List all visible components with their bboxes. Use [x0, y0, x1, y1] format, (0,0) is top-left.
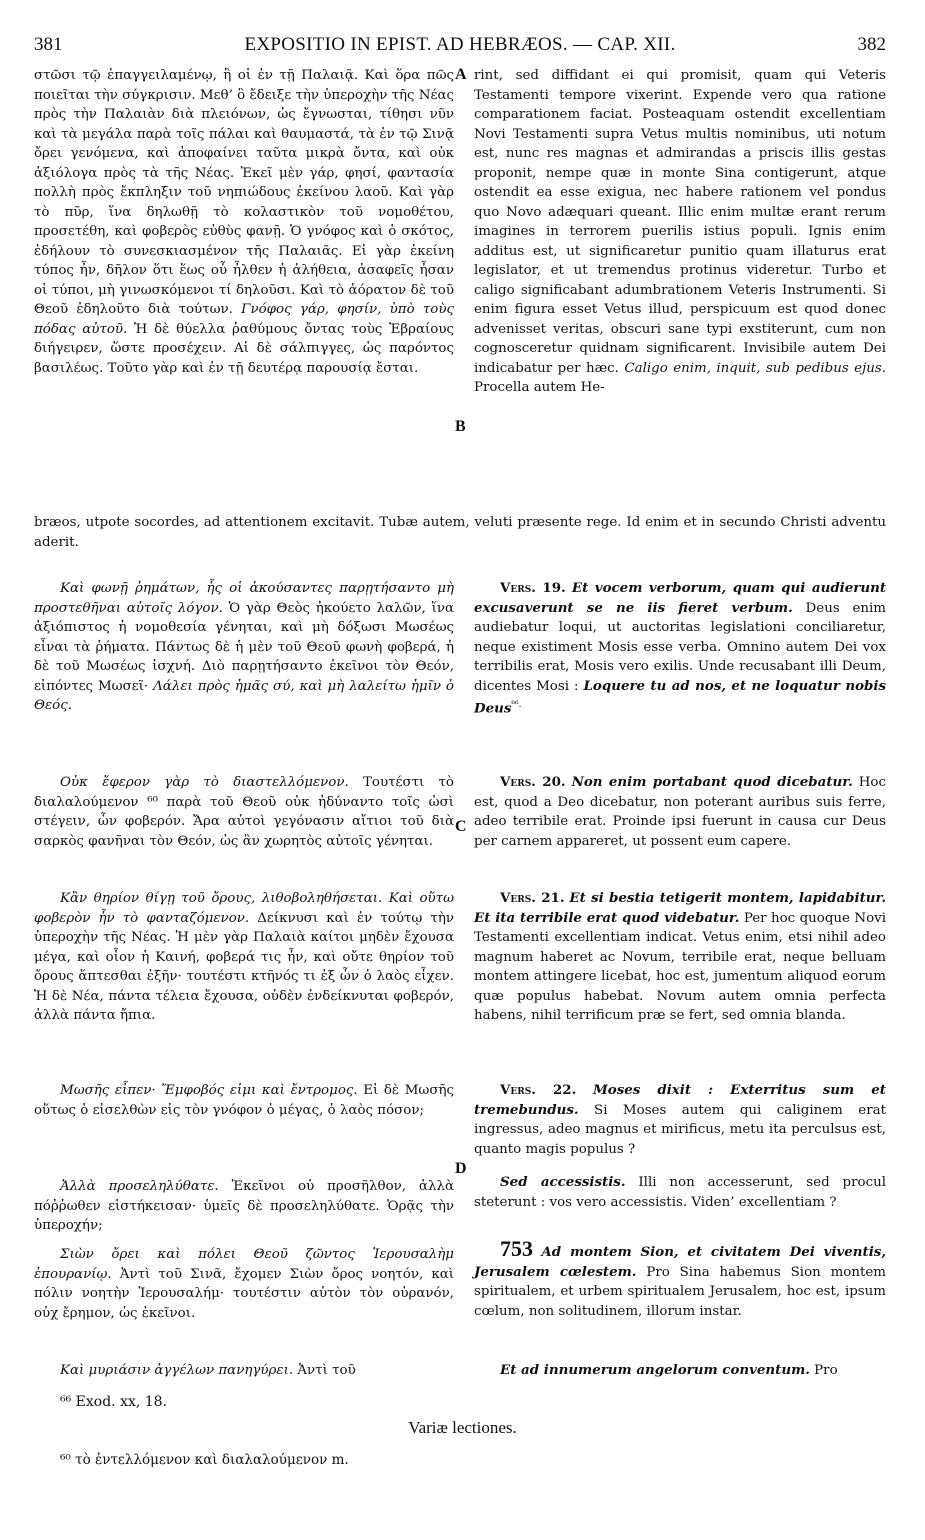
latin-lemma: Loquere tu ad nos, et ne loquatur nobis Deus	[474, 677, 886, 717]
greek-lemma: Οὐκ ἔφερον γὰρ τὸ διαστελλόμενον.	[60, 775, 349, 791]
latin-section-20	[474, 760, 886, 865]
greek-commentary: Εἰ δὲ Μωσῆς οὕτως ὁ εἰσελθὼν εἰς τὸν γνόφον ὁ μέγας, ὁ λαὸς πόσον;	[34, 1083, 454, 1118]
running-header	[34, 34, 886, 58]
latin-lemma: Sed accessistis.	[500, 1174, 626, 1191]
latin-lemma: Moses dixit : Exterritus sum et tremebundus.	[474, 1082, 886, 1118]
greek-section-20	[34, 760, 454, 865]
latin-section-angels	[474, 1348, 886, 1394]
margin-marker-b: B	[455, 418, 466, 435]
margin-marker-c: C	[455, 818, 467, 835]
latin-lemma: Caligo enim, inquit, sub pedibus ejus.	[624, 360, 886, 376]
greek-section-19	[34, 566, 454, 729]
greek-commentary: Ἐκεῖνοι οὐ προσῆλθον, ἀλλὰ πόῤῥωθεν εἱστήκεισαν· ὑμεῖς δὲ προσεληλύθατε. Ὁρᾷς τὴν ὑπεροχήν;	[34, 1179, 454, 1234]
full-width-continuation	[34, 513, 886, 552]
latin-commentary: Deus enim audiebatur loqui, ut auctoritas legislationi conciliaretur, neque existiment Mosis esse verba. Omnino autem Dei vox terribilis erat, Mosis vero exilis. Unde recusabant illi Deum, dicentes Mosi :	[474, 600, 886, 694]
latin-column-top	[474, 66, 886, 398]
running-title: EXPOSITIO IN EPIST. AD HEBRÆOS. — CAP. XII.	[244, 34, 676, 55]
latin-lemma: Ad montem Sion, et civitatem Dei viventis, Jerusalem cœlestem.	[474, 1244, 886, 1280]
greek-lemma: Μωσῆς εἶπεν· Ἔμφοβός εἰμι καὶ ἔντρομος.	[60, 1083, 358, 1099]
greek-lemma: Γνόφος γάρ, φησίν, ὑπὸ τοὺς πόδας αὐτοῦ.	[34, 302, 454, 337]
variae-lectiones-note: ⁶⁰ τὸ ἐντελλόμενον καὶ διαλαλούμενον m.	[60, 1452, 349, 1468]
page-number-left: 381	[34, 34, 63, 55]
margin-marker-a: A	[455, 66, 467, 83]
greek-column-top	[34, 66, 454, 378]
continuation-text: bræos, utpote socordes, ad attentionem excitavit. Tubæ autem, veluti præsente rege. Id enim et in secundo Christi adventu aderit.	[34, 515, 886, 550]
greek-commentary: Ὁ γὰρ Θεὸς ἠκούετο λαλῶν, ἵνα ἀξιόπιστος ἡ νομοθεσία γένηται, καὶ μὴ δόξωσι Μωσέως εἶναι τὰ ῥήματα. Πάντως δὲ ἡ μὲν τοῦ Θεοῦ φωνὴ φοβερά, ἡ δὲ τοῦ Μωσέως ἰσχνή. Διὸ παρῃτήσαντο ἐκεῖνοι τὸν Θεόν, εἰπόντες Μωσεῖ·	[34, 600, 455, 694]
greek-section-sion	[34, 1232, 454, 1337]
latin-section-21	[474, 876, 886, 1039]
greek-commentary: Ἀντὶ τοῦ Σινᾶ, ἔχομεν Σιὼν ὄρος νοητόν, καὶ πόλιν νοητὴν Ἱερουσαλήμ· τουτέστιν αὐτὸν τὸν οὐρανόν, οὐχ ἔρημον, ὡς ἐκεῖνοι.	[34, 1266, 454, 1321]
latin-section-accessistis	[474, 1160, 886, 1226]
latin-lemma: Et si bestia tetigerit montem, lapidabitur. Et ita terribile erat quod videbatur.	[474, 890, 886, 926]
verse-label: Vers. 21.	[500, 890, 565, 907]
greek-lemma: Κἂν θηρίον θίγῃ τοῦ ὄρους, λιθοβοληθήσεται. Καὶ οὕτω φοβερὸν ἦν τὸ φανταζόμενον.	[34, 891, 454, 926]
greek-commentary: Δείκνυσι καὶ ἐν τούτῳ τὴν ὑπεροχὴν τῆς Νέας. Ἡ μὲν γὰρ Παλαιὰ καίτοι μηδὲν ἔχουσα μέγα, καὶ οἷον ἡ Καινή, φοβερά τις ἦν, καὶ οὔτε θηρίον τοῦ ὄρους ἅπτεσθαι ἐξῆν· τουτέστι κτῆνός τι ἐξ ὧν ὁ λαὸς εἶχεν. Ἡ δὲ Νέα, πάντα τέλεια ἔχουσα, οὐδὲν ἐνδείκνυται φοβερόν, ἀλλὰ πάντα ἤπια.	[34, 910, 454, 1024]
latin-commentary: Illi non accesserunt, sed procul steterunt : vos vero accessistis. Viden’ excellentiam ?	[474, 1175, 886, 1210]
greek-commentary: Τουτέστι τὸ διαλαλούμενον ⁶⁰ παρὰ τοῦ Θεοῦ οὐκ ἠδύναντο τοῖς ὠσὶ στέγειν, ὧν φοβερόν. Ἄρα αὐτοὶ γεγόνασιν αἴτιοι τοῦ διὰ σαρκὸς φανῆναι τὸν Θεόν, ὡς ἂν χωρητὸς αὐτοῖς γένηται.	[34, 775, 454, 849]
latin-section-sion	[474, 1226, 886, 1335]
greek-lemma: Καὶ φωνῇ ῥημάτων, ἧς οἱ ἀκούσαντες παρῃτήσαντο μὴ προστεθῆναι αὐτοῖς λόγον.	[34, 581, 454, 616]
verse-label: Vers. 20.	[500, 774, 566, 791]
latin-commentary: Per hoc quoque Novi Testamenti excellentiam indicat. Vetus enim, etsi nihil adeo magnum haberet ac Novum, terribile erat, neque belluam montem attingere licebat, hoc est, jumentum aliquod eorum quæ populus habebat. Novum autem omnia perfecta habens, nihil terrificum præ se fert, sed omnia blanda.	[474, 910, 887, 1024]
latin-lemma: Non enim portabant quod dicebatur.	[571, 774, 853, 791]
column-number: 753	[500, 1236, 533, 1262]
greek-paragraph: Ἡ δὲ θύελλα ῥαθύμους ὄντας τοὺς Ἑβραίους διήγειρεν, ὥστε προσέχειν. Αἱ δὲ σάλπιγγες, ὡς παρόντος βασιλέως. Τοῦτο γὰρ καὶ ἐν τῇ δευτέρᾳ παρουσίᾳ ἔσται.	[34, 321, 454, 376]
footnote: ⁶⁶ Exod. xx, 18.	[60, 1394, 168, 1410]
latin-commentary: Pro	[814, 1363, 838, 1379]
greek-commentary: Ἀντὶ τοῦ	[297, 1363, 356, 1379]
verse-label: Vers. 19.	[500, 580, 566, 597]
greek-lemma: Καὶ μυριάσιν ἀγγέλων πανηγύρει.	[60, 1363, 294, 1379]
verse-label: Vers. 22.	[500, 1082, 577, 1099]
latin-paragraph: Procella autem He-	[474, 380, 605, 395]
variae-lectiones-title: Variæ lectiones.	[408, 1418, 517, 1437]
footnote-ref: ⁶⁶.	[511, 700, 522, 711]
latin-section-22	[474, 1068, 886, 1173]
page-number-right: 382	[857, 34, 886, 55]
margin-marker-d: D	[455, 1160, 467, 1177]
greek-section-21	[34, 876, 454, 1039]
greek-section-angels	[34, 1348, 454, 1394]
latin-commentary: Hoc est, quod a Deo dicebatur, non poterant auribus suis ferre, adeo terribile erat. Proinde ipsi fuerunt in causa cur Deus per carnem appareret, ut possent eum capere.	[474, 775, 886, 849]
latin-paragraph: rint, sed diffidant ei qui promisit, quam qui Veteris Testamenti tempore vixerint. Expende vero qua ratione comparationem faciat. Posteaquam ostendit excellentiam Novi Testamenti supra Vetus multis nominibus, uti notum est, nunc res magnas et admirandas a priscis illis gestas proponit, nempe quæ in monte Sina contigerunt, atque ostendit ea esse exigua, nec habere rationem vel pondus quo Novo adæquari queant. Illic enim multæ erant rerum imagines in terrorem puerilis istius populi. Ignis enim additus est, ut significaretur punitio quam illaturus erat legislator, et ut tremendus protinus videretur. Turbo et caligo significabant adumbrationem Veteris Instrumenti. Si enim figura esset Vetus illud, perspicuum est quod donec advenisset veritas, obscuri sane typi exstiterunt, cum non cognosceretur quidnam significarent. Invisibile autem Dei indicabatur per hæc.	[474, 68, 886, 376]
latin-commentary: Si Moses autem qui caliginem erat ingressus, adeo magnus et mirificus, metu ita perculsus est, quanto magis populus ?	[474, 1102, 886, 1157]
greek-paragraph: στῶσι τῷ ἐπαγγειλαμένῳ, ἢ οἱ ἐν τῇ Παλαιᾷ. Καὶ ὅρα πῶς ποιεῖται τὴν σύγκρισιν. Μεθ’ ὃ ἔδειξε τὴν ὑπεροχὴν τῆς Νέας πρὸς τὴν Παλαιὰν διὰ πλειόνων, ὡς ἔγνωσται, τίθησι νῦν καὶ τὰ μεγάλα παρὰ τοῖς πάλαι καὶ θαυμαστά, τὰ ἐν τῷ Σινᾷ ὄρει γενόμενα, καὶ ἀποφαίνει ταῦτα μικρὰ ὄντα, καὶ οὐκ ἀξιόλογα πρὸς τὰ τῆς Νέας. Ἐκεῖ μὲν γάρ, φησί, φαντασία πολλὴ πρὸς ἔκπληξιν τοῦ νηπιώδους ἐκείνου λαοῦ. Καὶ γὰρ τὸ πῦρ, ἵνα δηλωθῇ τὸ κολαστικὸν τοῦ νομοθέτου, προσετέθη, καὶ φοβερὸς εὐθὺς φανῇ. Ὁ γνόφος καὶ ὁ σκότος, ἐδήλουν τὸ συνεσκιασμένον τῆς Παλαιᾶς. Εἰ γὰρ ἐκείνη τύπος ἦν, δῆλον ὅτι ἕως οὗ ἦλθεν ἡ ἀλήθεια, ἀσαφεῖς ἦσαν οἱ τύποι, μὴ γινωσκόμενοι τί δηλοῦσι. Καὶ τὸ ἀόρατον δὲ τοῦ Θεοῦ ἐδηλοῦτο διὰ τούτων.	[34, 68, 455, 317]
latin-section-19	[474, 566, 886, 733]
latin-commentary: Pro Sina habemus Sion montem spiritualem, et urbem spiritualem Jerusalem, hoc est, ipsum cœlum, non solitudinem, illorum instar.	[474, 1264, 886, 1319]
latin-lemma: Et ad innumerum angelorum conventum.	[500, 1362, 810, 1379]
latin-lemma: Et vocem verborum, quam qui audierunt excusaverunt se ne iis fieret verbum.	[474, 580, 886, 616]
greek-lemma: Σιὼν ὄρει καὶ πόλει Θεοῦ ζῶντος Ἱερουσαλὴμ ἐπουρανίῳ.	[34, 1247, 454, 1282]
greek-lemma: Ἀλλὰ προσεληλύθατε.	[60, 1179, 219, 1195]
greek-section-22	[34, 1068, 454, 1134]
greek-lemma: Λάλει πρὸς ἡμᾶς σύ, καὶ μὴ λαλείτω ἡμῖν ὁ Θεός.	[34, 678, 454, 714]
